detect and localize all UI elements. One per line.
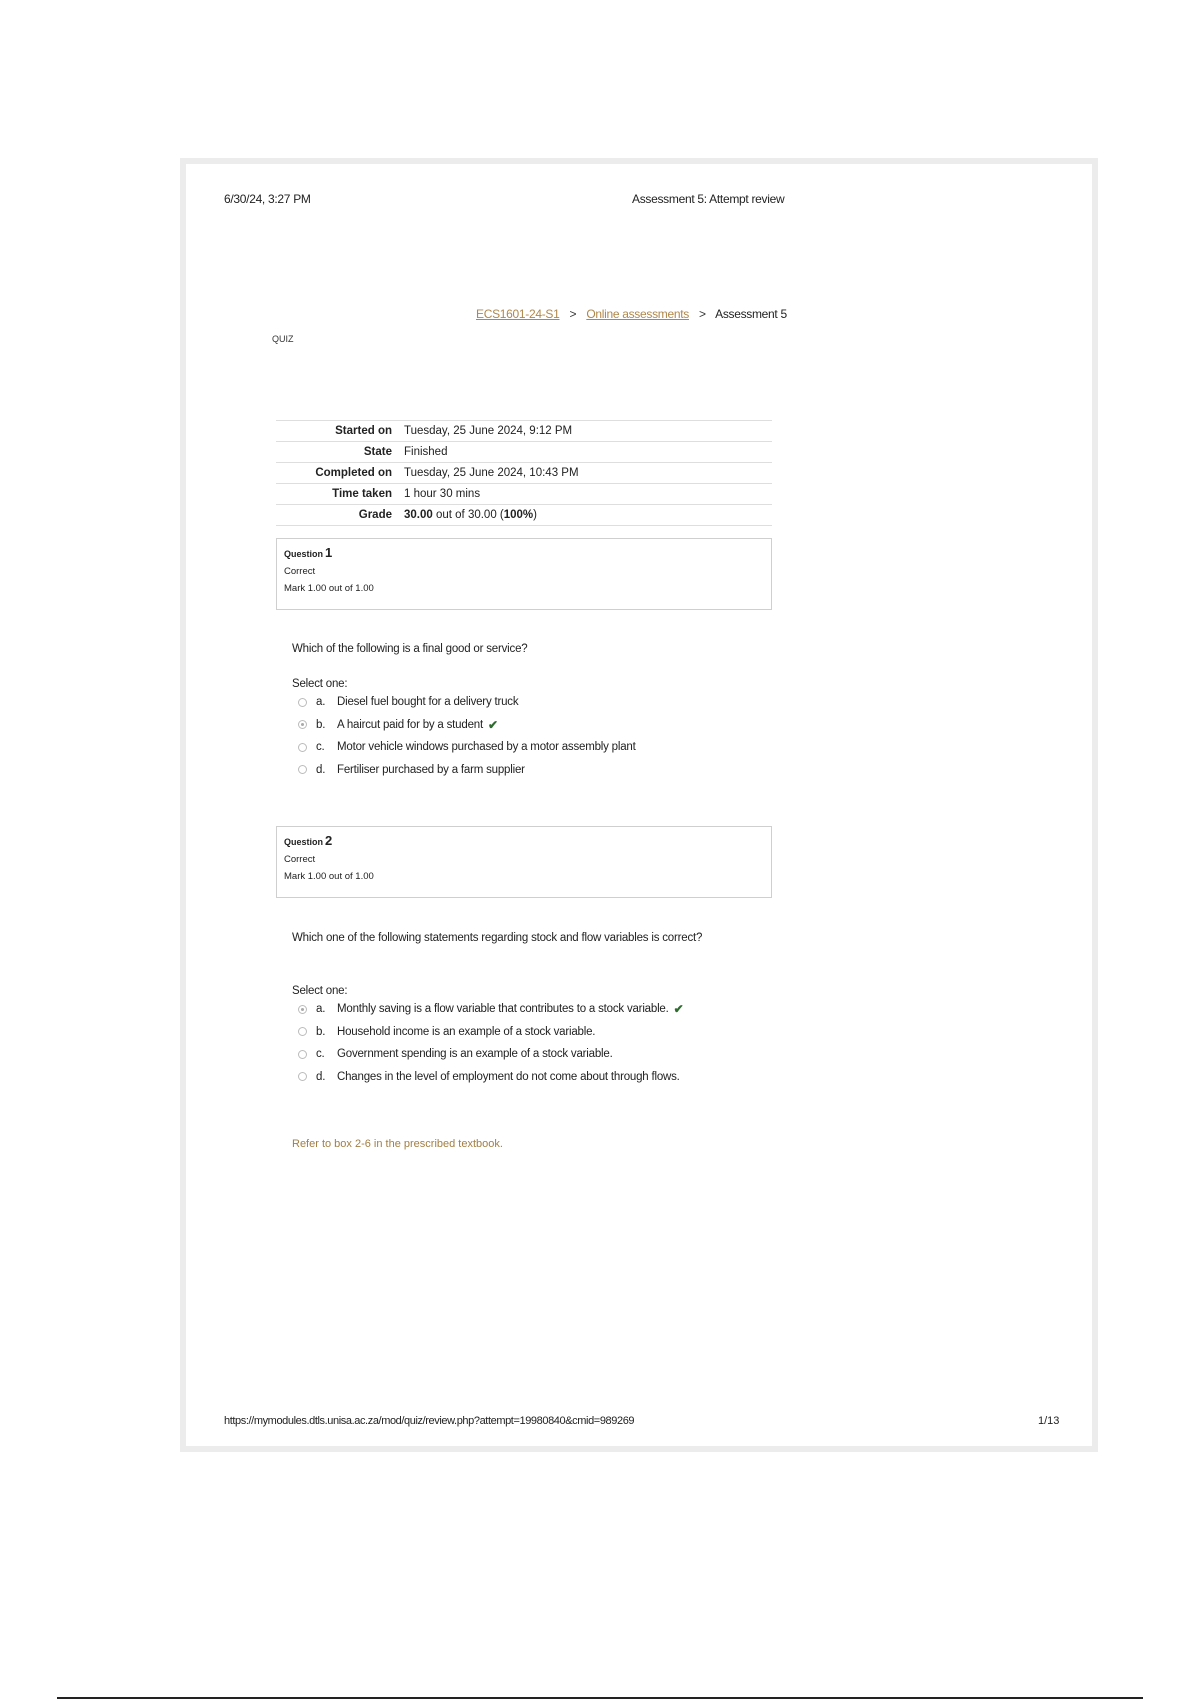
question-status: Correct: [284, 566, 316, 577]
select-one-label: Select one:: [292, 985, 348, 997]
option-letter: c.: [316, 1048, 325, 1061]
breadcrumb-course-link[interactable]: ECS1601-24-S1: [476, 307, 560, 321]
breadcrumb: [476, 307, 787, 321]
question-mark: Mark 1.00 out of 1.00: [284, 871, 374, 882]
summary-value: Tuesday, 25 June 2024, 10:43 PM: [398, 463, 772, 484]
radio-button-checked[interactable]: [298, 1005, 307, 1014]
summary-label: Completed on: [276, 463, 398, 484]
summary-row: [276, 484, 772, 505]
radio-button[interactable]: [298, 743, 307, 752]
option-text: Household income is an example of a stock variable.: [337, 1025, 596, 1038]
breadcrumb-separator: >: [569, 307, 577, 321]
summary-label: State: [276, 442, 398, 463]
option-text: Changes in the level of employment do not come about through flows.: [337, 1070, 680, 1083]
answer-options: [298, 691, 636, 781]
question-mark: Mark 1.00 out of 1.00: [284, 583, 374, 594]
summary-label: Grade: [276, 505, 398, 526]
breadcrumb-current: Assessment 5: [715, 307, 787, 321]
answer-options: [298, 998, 683, 1088]
radio-button[interactable]: [298, 1027, 307, 1036]
answer-option[interactable]: [298, 1043, 683, 1066]
answer-option[interactable]: [298, 1021, 683, 1044]
select-one-label: Select one:: [292, 678, 348, 690]
summary-row: [276, 442, 772, 463]
grade-percent: 100%: [503, 509, 534, 521]
question-number: 1: [325, 545, 333, 560]
answer-option-selected[interactable]: [298, 998, 683, 1021]
radio-button[interactable]: [298, 765, 307, 774]
print-page-number: 1/13: [1038, 1415, 1060, 1427]
radio-button-checked[interactable]: [298, 720, 307, 729]
grade-out-of: out of 30.00 (: [432, 509, 504, 521]
option-letter: d.: [316, 1070, 326, 1083]
correct-check-icon: ✔: [487, 717, 498, 732]
summary-value: Tuesday, 25 June 2024, 9:12 PM: [398, 421, 772, 442]
summary-row: [276, 505, 772, 526]
summary-row: [276, 463, 772, 484]
option-text: Motor vehicle windows purchased by a motor assembly plant: [337, 741, 636, 754]
question-info-box: [276, 538, 772, 610]
breadcrumb-section-link[interactable]: Online assessments: [586, 307, 689, 321]
print-page-title: Assessment 5: Attempt review: [632, 192, 785, 206]
option-letter: c.: [316, 741, 325, 754]
option-letter: b.: [316, 718, 326, 731]
option-letter: d.: [316, 763, 326, 776]
question-text: Which of the following is a final good or service?: [292, 643, 528, 655]
print-datetime: 6/30/24, 3:27 PM: [224, 192, 311, 206]
question-label: Question: [284, 549, 324, 559]
answer-option[interactable]: [298, 691, 636, 714]
summary-label: Started on: [276, 421, 398, 442]
question-number: 2: [325, 833, 333, 848]
answer-option[interactable]: [298, 736, 636, 759]
correct-check-icon: ✔: [673, 1002, 684, 1017]
radio-button[interactable]: [298, 1072, 307, 1081]
summary-value: Finished: [398, 442, 772, 463]
option-text: Fertiliser purchased by a farm supplier: [337, 763, 525, 776]
answer-option-selected[interactable]: [298, 714, 636, 737]
grade-close: ): [533, 509, 538, 521]
question-feedback: Refer to box 2-6 in the prescribed textbook.: [292, 1138, 503, 1150]
printed-page: [180, 158, 1098, 1452]
quiz-icon: QUIZ: [272, 334, 294, 344]
option-letter: a.: [316, 1003, 326, 1016]
answer-option[interactable]: [298, 759, 636, 782]
answer-option[interactable]: [298, 1066, 683, 1089]
option-text: A haircut paid for by a student: [337, 718, 483, 731]
option-text: Government spending is an example of a stock variable.: [337, 1048, 613, 1061]
summary-label: Time taken: [276, 484, 398, 505]
option-text: Diesel fuel bought for a delivery truck: [337, 696, 519, 709]
radio-button[interactable]: [298, 698, 307, 707]
option-letter: a.: [316, 696, 326, 709]
bottom-divider: [57, 1697, 1143, 1699]
summary-grade-value: [398, 505, 772, 526]
option-letter: b.: [316, 1025, 326, 1038]
question-status: Correct: [284, 854, 316, 865]
attempt-summary-table: [276, 420, 772, 526]
summary-row: [276, 421, 772, 442]
question-label: Question: [284, 837, 324, 847]
summary-value: 1 hour 30 mins: [398, 484, 772, 505]
breadcrumb-separator: >: [699, 307, 706, 321]
radio-button[interactable]: [298, 1050, 307, 1059]
question-text: Which one of the following statements regarding stock and flow variables is correct?: [292, 932, 703, 944]
question-info-box: [276, 826, 772, 898]
print-footer-url: https://mymodules.dtls.unisa.ac.za/mod/quiz/review.php?attempt=19980840&cmid=989269: [224, 1415, 635, 1427]
grade-score: 30.00: [404, 509, 433, 521]
option-text: Monthly saving is a flow variable that contributes to a stock variable.: [337, 1003, 669, 1016]
